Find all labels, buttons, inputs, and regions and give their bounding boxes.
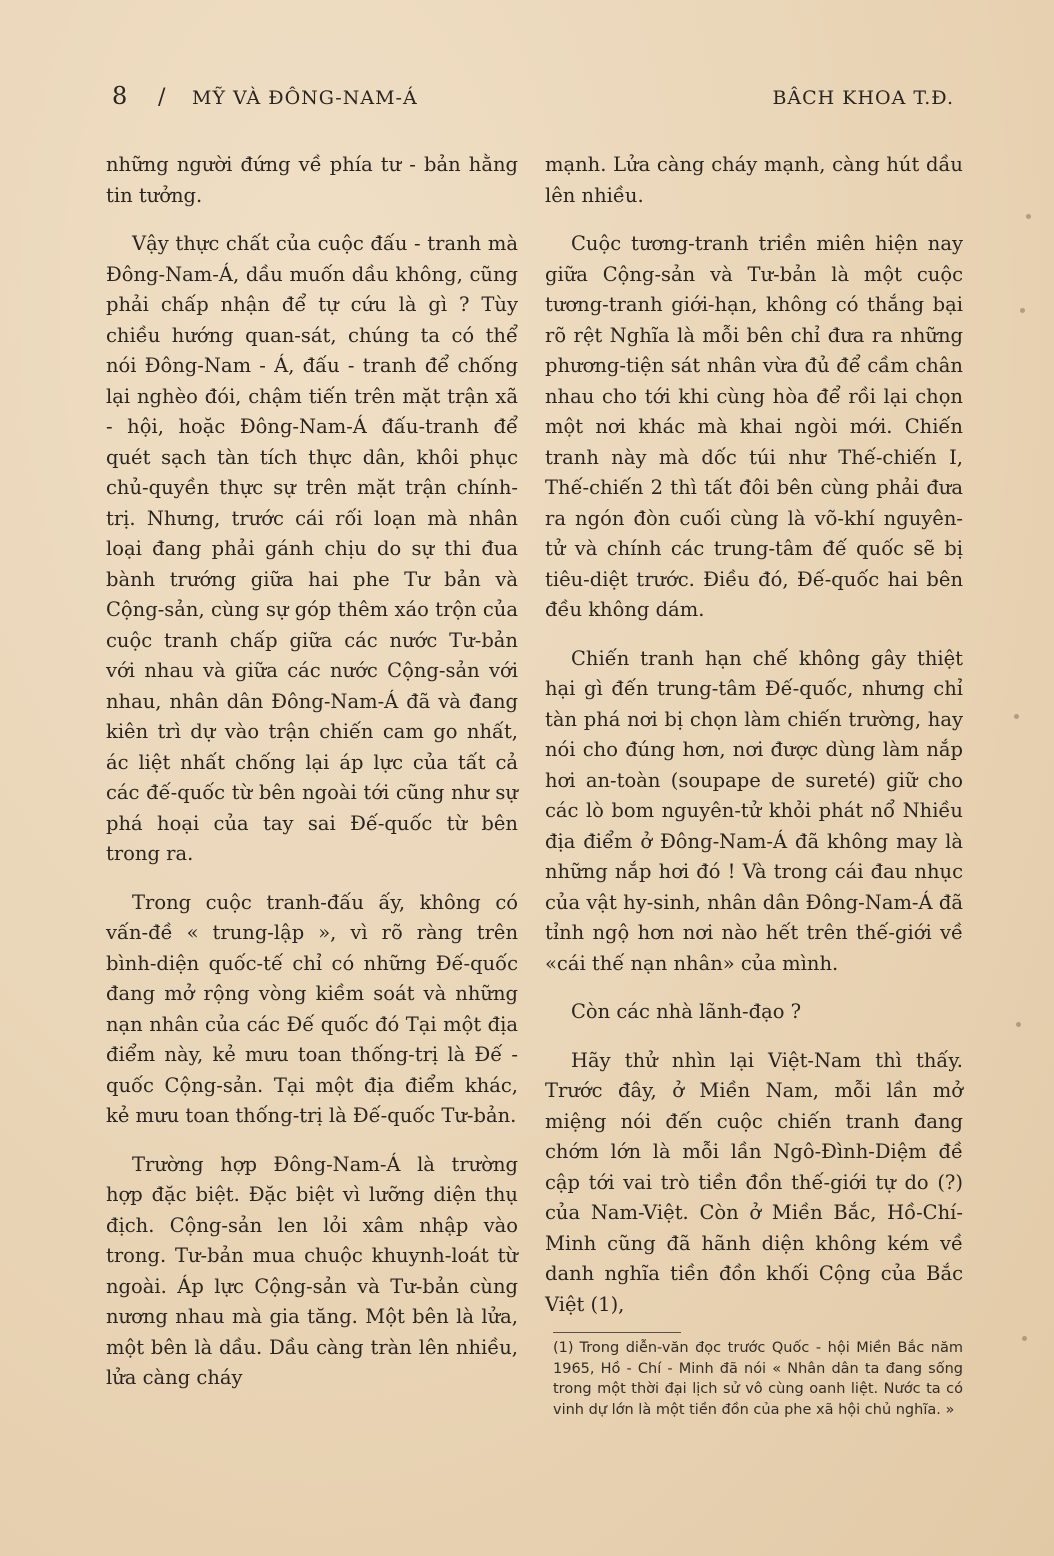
page-number: 8 <box>112 82 129 110</box>
footnote-text: Trong diễn-văn đọc trước Quốc - hội Miền Bắc năm 1965, Hồ - Chí - Minh đã nói « Nhân dân ta đang sống trong một thời đại lịch sử vô cùng oanh liệt. Nước ta có vinh dự lớn là một tiền đồn của phe xã hội chủ nghĩa. » <box>553 1340 963 1418</box>
right-column <box>545 150 963 1320</box>
paragraph: những người đứng về phía tư - bản hằng tin tưởng. <box>106 153 518 207</box>
header-separator: / <box>158 85 167 110</box>
paper-speck <box>1022 1336 1027 1341</box>
paragraph: Còn các nhà lãnh-đạo ? <box>571 1000 802 1023</box>
paragraph: Trường hợp Đông-Nam-Á là trường hợp đặc biệt. Đặc biệt vì lưỡng diện thụ địch. Cộng-sản len lỏi xâm nhập vào trong. Tư-bản mua chuộc khuynh-loát từ ngoài. Áp lực Cộng-sản và Tư-bản cùng nương nhau mà gia tăng. Một bên là lửa, một bên là dầu. Dầu càng tràn lên nhiều, lửa càng cháy <box>106 1152 518 1389</box>
left-column <box>106 150 518 1394</box>
paper-speck <box>1020 308 1025 313</box>
running-header <box>112 82 954 122</box>
paragraph: Hãy thử nhìn lại Việt-Nam thì thấy. Trước đây, ở Miền Nam, mỗi lần mở miệng nói đến cuộc chiến tranh đang chớm lớn là mỗi lần Ngô-Đình-Diệm đề cập tới vai trò tiền đồn thế-giới tự do (?) của Nam-Việt. Còn ở Miền Bắc, Hồ-Chí-Minh cũng đã hãnh diện không kém về danh nghĩa tiền đồn khối Cộng của Bắc Việt (1), <box>545 1048 963 1316</box>
paragraph: Chiến tranh hạn chế không gây thiệt hại gì đến trung-tâm Đế-quốc, nhưng chỉ tàn phá nơi bị chọn làm chiến trường, hay nói cho đúng hơn, nơi được dùng làm nắp hơi an-toàn (soupape de sureté) giữ cho các lò bom nguyên-tử khỏi phát nổ Nhiều địa điểm ở Đông-Nam-Á đã không may là những nắp hơi đó ! Và trong cái đau nhục của vật hy-sinh, nhân dân Đông-Nam-Á đã tỉnh ngộ hơn nơi nào hết trên thế-giới về «cái thế nạn nhân» của mình. <box>545 646 963 975</box>
paper-speck <box>1016 1022 1021 1027</box>
paper-speck <box>1014 714 1019 719</box>
paragraph: Trong cuộc tranh-đấu ấy, không có vấn-đề « trung-lập », vì rõ ràng trên bình-diện quốc-tế chỉ có những Đế-quốc đang mở rộng vòng kiềm soát và những nạn nhân của các Đế quốc đó Tại một địa điểm này, kẻ mưu toan thống-trị là Đế - quốc Cộng-sản. Tại một địa điểm khác, kẻ mưu toan thống-trị là Đế-quốc Tư-bản. <box>106 890 518 1127</box>
footnote-marker: (1) <box>553 1340 574 1356</box>
paragraph: Cuộc tương-tranh triền miên hiện nay giữa Cộng-sản và Tư-bản là một cuộc tương-tranh giới-hạn, không có thắng bại rõ rệt Nghĩa là mỗi bên chỉ đưa ra những phương-tiện sát nhân vừa đủ để cầm chân nhau cho tới khi cùng hòa để rồi lại chọn một nơi khác mà khai ngòi mới. Chiến tranh này mà dốc túi như Thế-chiến I, Thế-chiến 2 thì tất đôi bên cùng phải đưa ra ngón đòn cuối cùng là võ-khí nguyên-tử và chính các trung-tâm đế quốc sẽ bị tiêu-diệt trước. Điều đó, Đế-quốc hai bên đều không dám. <box>545 232 963 621</box>
publication-name: BÂCH KHOA T.Đ. <box>772 87 954 109</box>
paragraph: mạnh. Lửa càng cháy mạnh, càng hút dầu lên nhiều. <box>545 153 963 207</box>
paragraph: Vậy thực chất của cuộc đấu - tranh mà Đông-Nam-Á, dầu muốn dầu không, cũng phải chấp nhận để tự cứu là gì ? Tùy chiều hướng quan-sát, chúng ta có thể nói Đông-Nam - Á, đấu - tranh để chống lại nghèo đói, chậm tiến trên mặt trận xã - hội, hoặc Đông-Nam-Á đấu-tranh để quét sạch tàn tích thực dân, khôi phục chủ-quyền thực sự trên mặt trận chính-trị. Nhưng, trước cái rối loạn mà nhân loại đang phải gánh chịu do sự thi đua bành trướng giữa hai phe Tư bản và Cộng-sản, cùng sự góp thêm xáo trộn của cuộc tranh chấp giữa các nước Tư-bản với nhau và giữa các nước Cộng-sản với nhau, nhân dân Đông-Nam-Á đã và đang kiên trì dự vào trận chiến cam go nhất, ác liệt nhất chống lại áp lực của tất cả các đế-quốc từ bên ngoài tới cũng như sự phá hoại của tay sai Đế-quốc từ bên trong ra. <box>106 232 518 865</box>
paper-speck <box>1026 214 1031 219</box>
footnote-divider <box>553 1332 681 1333</box>
footnote <box>553 1338 963 1420</box>
article-title: MỸ VÀ ĐÔNG-NAM-Á <box>192 87 418 109</box>
